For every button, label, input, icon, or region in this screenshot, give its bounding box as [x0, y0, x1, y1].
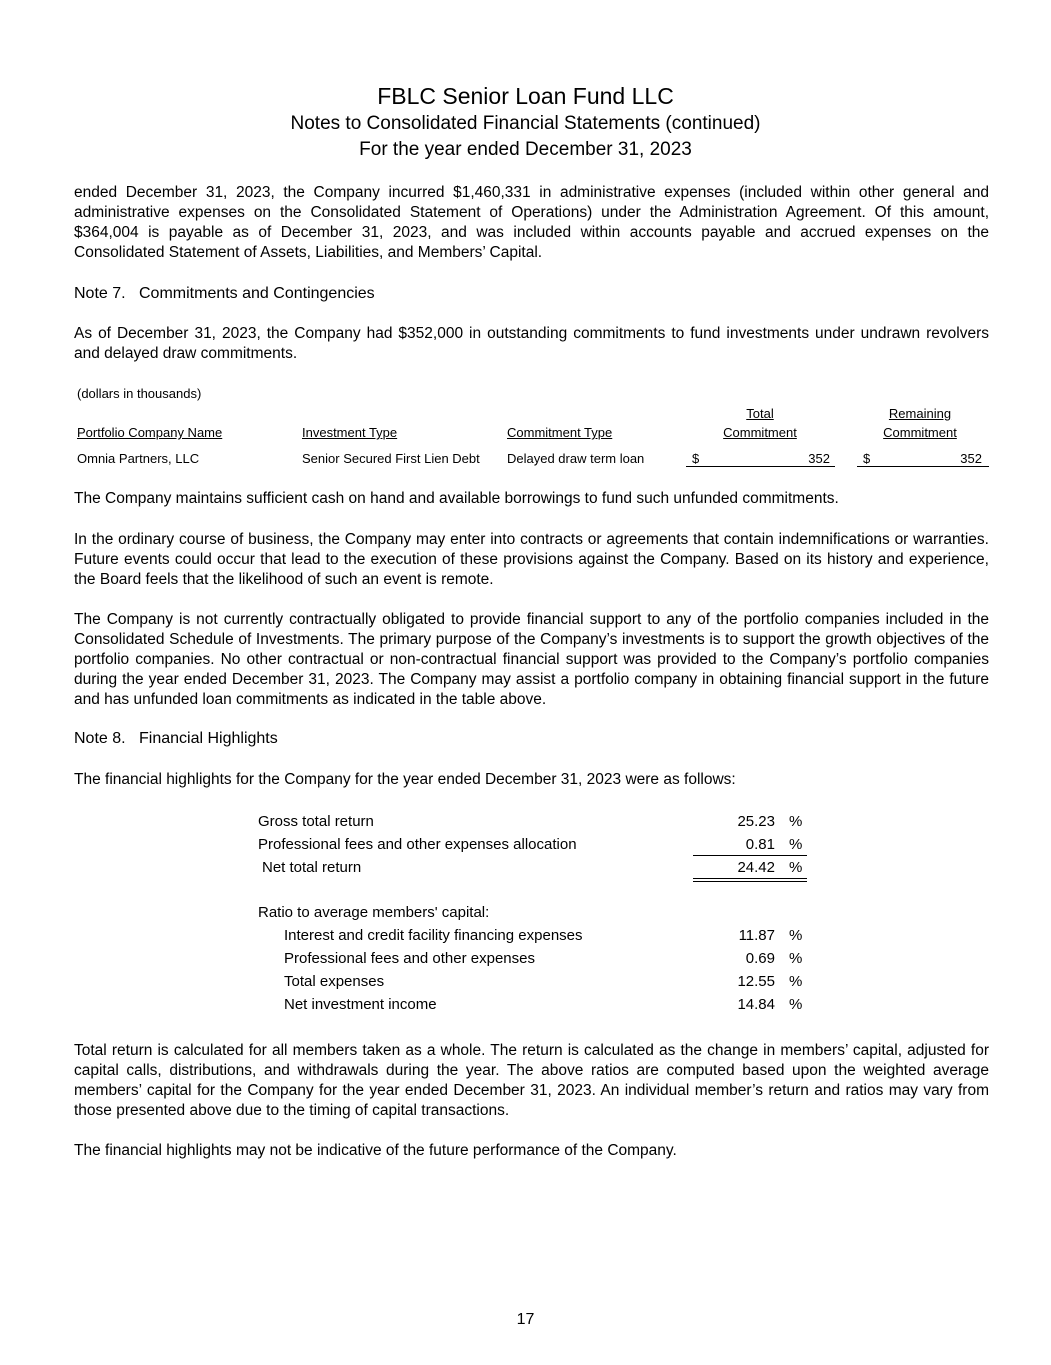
ratio-label: Net investment income — [284, 996, 437, 1013]
header-investment-type: Investment Type — [302, 425, 398, 440]
highlight-unit: % — [789, 859, 803, 876]
note8-intro: The financial highlights for the Company for the year ended December 31, 2023 were as follows: — [74, 771, 736, 788]
remaining-underline — [857, 466, 989, 467]
row-remaining-value: 352 — [960, 451, 982, 466]
subtotal-underline — [693, 855, 807, 856]
header-remaining-line1: Remaining — [888, 406, 952, 421]
highlight-value: 25.23 — [737, 813, 775, 830]
highlight-value: 0.81 — [745, 836, 775, 853]
total-double-underline-1 — [693, 878, 807, 879]
page-number: 17 — [516, 1311, 535, 1328]
note8-paragraph1: Total return is calculated for all members taken as a whole. The return is calculated as the change in members’ capital, adjusted for capital calls, distributions, and withdrawals during the year. The above ratios are computed based upon the weighted average members’ capital for the Company for the year ended December 31, 2023. An individual member’s return and ratios may vary from those presented above due to the timing of capital transactions. — [74, 1042, 989, 1119]
header-remaining-line2: Commitment — [883, 425, 957, 440]
row-investment-type: Senior Secured First Lien Debt — [302, 451, 480, 466]
ratio-value: 12.55 — [737, 973, 775, 990]
ratio-label: Total expenses — [284, 973, 385, 990]
note7-paragraph1: As of December 31, 2023, the Company had $352,000 in outstanding commitments to fund investments under undrawn revolvers and delayed draw commitments. — [74, 325, 989, 362]
table-units: (dollars in thousands) — [77, 386, 202, 401]
ratio-value: 11.87 — [738, 927, 775, 944]
header-company: Portfolio Company Name — [77, 425, 223, 440]
note8-number: Note 8. — [74, 730, 126, 747]
row-total-value: 352 — [808, 451, 830, 466]
note7-title: Commitments and Contingencies — [139, 285, 375, 302]
highlight-label: Gross total return — [258, 813, 374, 830]
header-total-line1: Total — [746, 406, 774, 421]
header-total-line2: Commitment — [723, 425, 797, 440]
highlight-label: Professional fees and other expenses allocation — [258, 836, 577, 853]
document-title: FBLC Senior Loan Fund LLC — [377, 83, 674, 109]
ratio-heading: Ratio to average members' capital: — [258, 904, 490, 921]
ratio-unit: % — [789, 927, 803, 944]
document-subtitle: Notes to Consolidated Financial Statements (continued) — [290, 113, 761, 134]
row-commitment-type: Delayed draw term loan — [507, 451, 645, 466]
ratio-label: Professional fees and other expenses — [284, 950, 535, 967]
ratio-value: 14.84 — [737, 996, 775, 1013]
row-company: Omnia Partners, LLC — [77, 451, 200, 466]
highlight-label: Net total return — [262, 859, 362, 876]
total-underline — [686, 466, 835, 467]
highlight-unit: % — [789, 836, 803, 853]
header-commitment-type: Commitment Type — [507, 425, 613, 440]
ratio-unit: % — [789, 996, 803, 1013]
ratio-unit: % — [789, 950, 803, 967]
note7-paragraph3: In the ordinary course of business, the Company may enter into contracts or agreements that contain indemnifications or warranties. Future events could occur that lead to the execution of these provisions against the Company. Based on its history and experience, the Board feels that the likelihood of such an event is remote. — [74, 531, 989, 588]
note7-number: Note 7. — [74, 285, 126, 302]
document-period: For the year ended December 31, 2023 — [359, 139, 692, 160]
ratio-unit: % — [789, 973, 803, 990]
note8-heading — [74, 730, 278, 748]
highlight-value: 24.42 — [737, 859, 775, 876]
note7-paragraph2: The Company maintains sufficient cash on hand and available borrowings to fund such unfunded commitments. — [74, 490, 839, 507]
row-remaining-currency: $ — [863, 451, 871, 466]
note7-paragraph4: The Company is not currently contractually obligated to provide financial support to any of the portfolio companies included in the Consolidated Schedule of Investments. The primary purpose of the Company’s investments is to support the growth objectives of the portfolio companies. No other contractual or non-contractual financial support was provided to the Company’s portfolio companies during the year ended December 31, 2023. The Company may assist a portfolio company in obtaining financial support in the future and has unfunded loan commitments as indicated in the table above. — [74, 611, 989, 708]
note7-heading — [74, 285, 375, 303]
highlight-unit: % — [789, 813, 803, 830]
row-total-currency: $ — [692, 451, 700, 466]
ratio-value: 0.69 — [745, 950, 775, 967]
intro-paragraph: ended December 31, 2023, the Company incurred $1,460,331 in administrative expenses (included within other general and administrative expenses on the Consolidated Statement of Operations) under the Administration Agreement. Of this amount, $364,004 is payable as of December 31, 2023, and was included within accounts payable and accrued expenses on the Consolidated Statement of Assets, Liabilities, and Members’ Capital. — [74, 184, 989, 261]
total-double-underline-2 — [693, 881, 807, 882]
note8-title: Financial Highlights — [139, 730, 278, 747]
ratio-label: Interest and credit facility financing expenses — [284, 927, 583, 944]
note8-paragraph2: The financial highlights may not be indicative of the future performance of the Company. — [74, 1142, 677, 1159]
